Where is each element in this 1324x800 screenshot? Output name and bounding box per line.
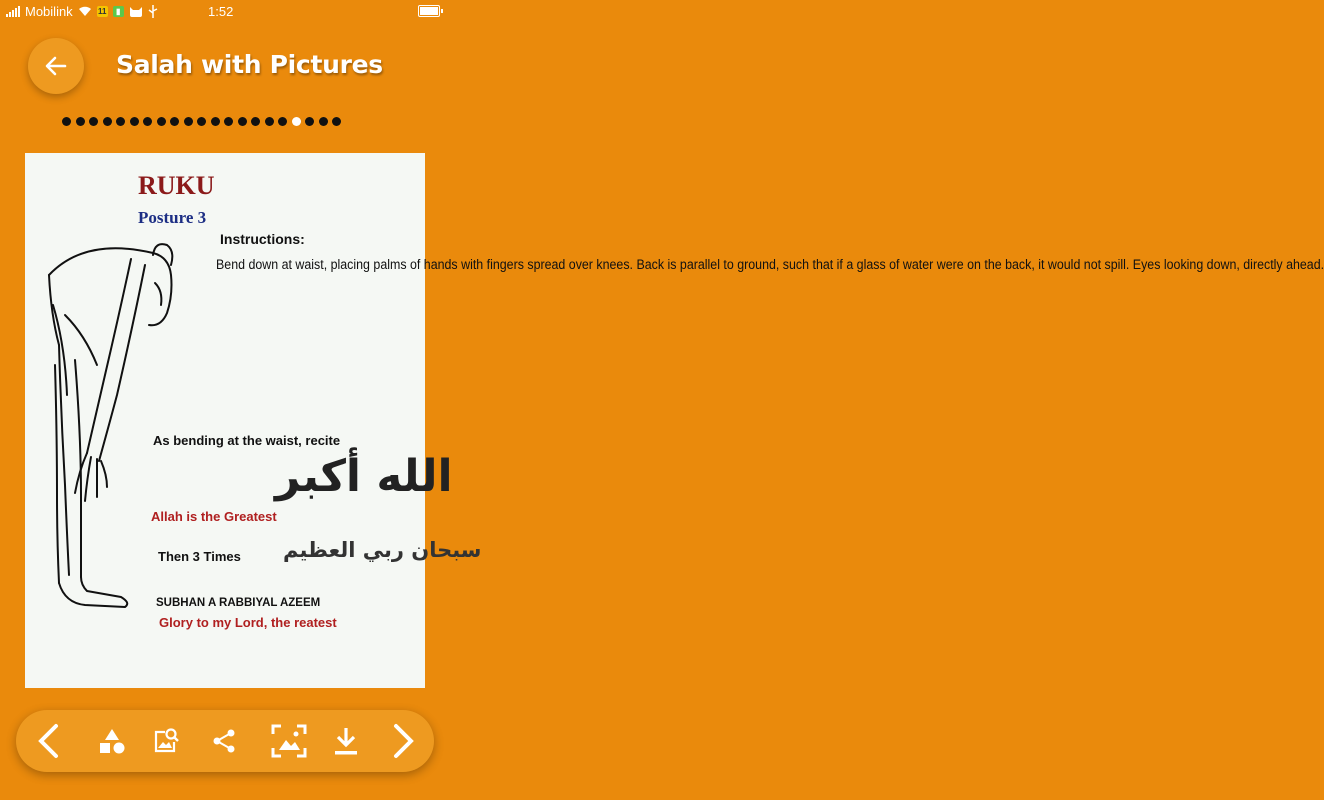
page-title: Salah with Pictures [116,50,383,79]
recite-label: As bending at the waist, recite [153,433,341,448]
chevron-left-icon [36,723,60,759]
notification-icon: 11 [97,7,107,16]
page-dot[interactable] [332,117,341,126]
page-dot[interactable] [130,117,139,126]
carrier-label: Mobilink [25,4,73,19]
page-dot[interactable] [211,117,220,126]
battery-saver-icon: ▮ [113,6,124,17]
share-button[interactable] [204,710,244,772]
tasbih-transliteration: SUBHAN A RABBIYAL AZEEM [156,597,321,609]
page-dot[interactable] [103,117,112,126]
download-icon [333,726,359,756]
page-dot[interactable] [62,117,71,126]
takbir-meaning: Allah is the Greatest [151,509,277,524]
image-search-button[interactable] [146,710,186,772]
image-search-icon [152,727,180,755]
arrow-left-icon [45,56,67,76]
tasbih-meaning: Glory to my Lord, the reatest [159,615,337,630]
posture-number: Posture 3 [138,208,207,227]
bottom-toolbar [16,710,434,772]
page-indicator [62,117,341,127]
page-dot[interactable] [116,117,125,126]
battery-icon [418,5,440,17]
cat-app-icon [129,6,143,18]
instructions-text: Bend down at waist, placing palms of hands with fingers spread over knees. Back is parallel to ground, such that if a glass of water were on the back, it would not spill. Eyes looking down, directly ahead. [216,257,1324,272]
instructions-heading: Instructions: [220,231,305,247]
chevron-right-icon [392,723,416,759]
fullscreen-button[interactable] [266,710,312,772]
page-dot-active[interactable] [292,117,301,126]
status-bar [0,0,450,24]
ruku-figure-illustration [35,195,170,625]
clock: 1:52 [208,4,234,19]
next-button[interactable] [384,710,424,772]
arabic-takbir: الله أكبر [275,451,453,502]
page-dot[interactable] [89,117,98,126]
page-dot[interactable] [224,117,233,126]
page-dot[interactable] [238,117,247,126]
download-button[interactable] [326,710,366,772]
signal-icon [6,6,20,17]
page-dot[interactable] [157,117,166,126]
shapes-icon [98,728,126,754]
page-dot[interactable] [251,117,260,126]
back-button[interactable] [28,38,84,94]
page-dot[interactable] [143,117,152,126]
arabic-tasbih: سبحان ربي العظيم [283,538,482,562]
repeat-count: Then 3 Times [158,549,241,564]
salah-image-card [25,153,1324,688]
page-dot[interactable] [265,117,274,126]
shapes-button[interactable] [92,710,132,772]
page-dot[interactable] [278,117,287,126]
page-dot[interactable] [76,117,85,126]
posture-heading: RUKU [138,171,215,200]
fullscreen-image-icon [271,724,307,758]
share-icon [211,728,237,754]
previous-button[interactable] [28,710,68,772]
page-dot[interactable] [319,117,328,126]
usb-icon [148,5,158,18]
page-dot[interactable] [170,117,179,126]
page-dot[interactable] [197,117,206,126]
page-dot[interactable] [305,117,314,126]
wifi-icon [78,6,92,17]
page-dot[interactable] [184,117,193,126]
